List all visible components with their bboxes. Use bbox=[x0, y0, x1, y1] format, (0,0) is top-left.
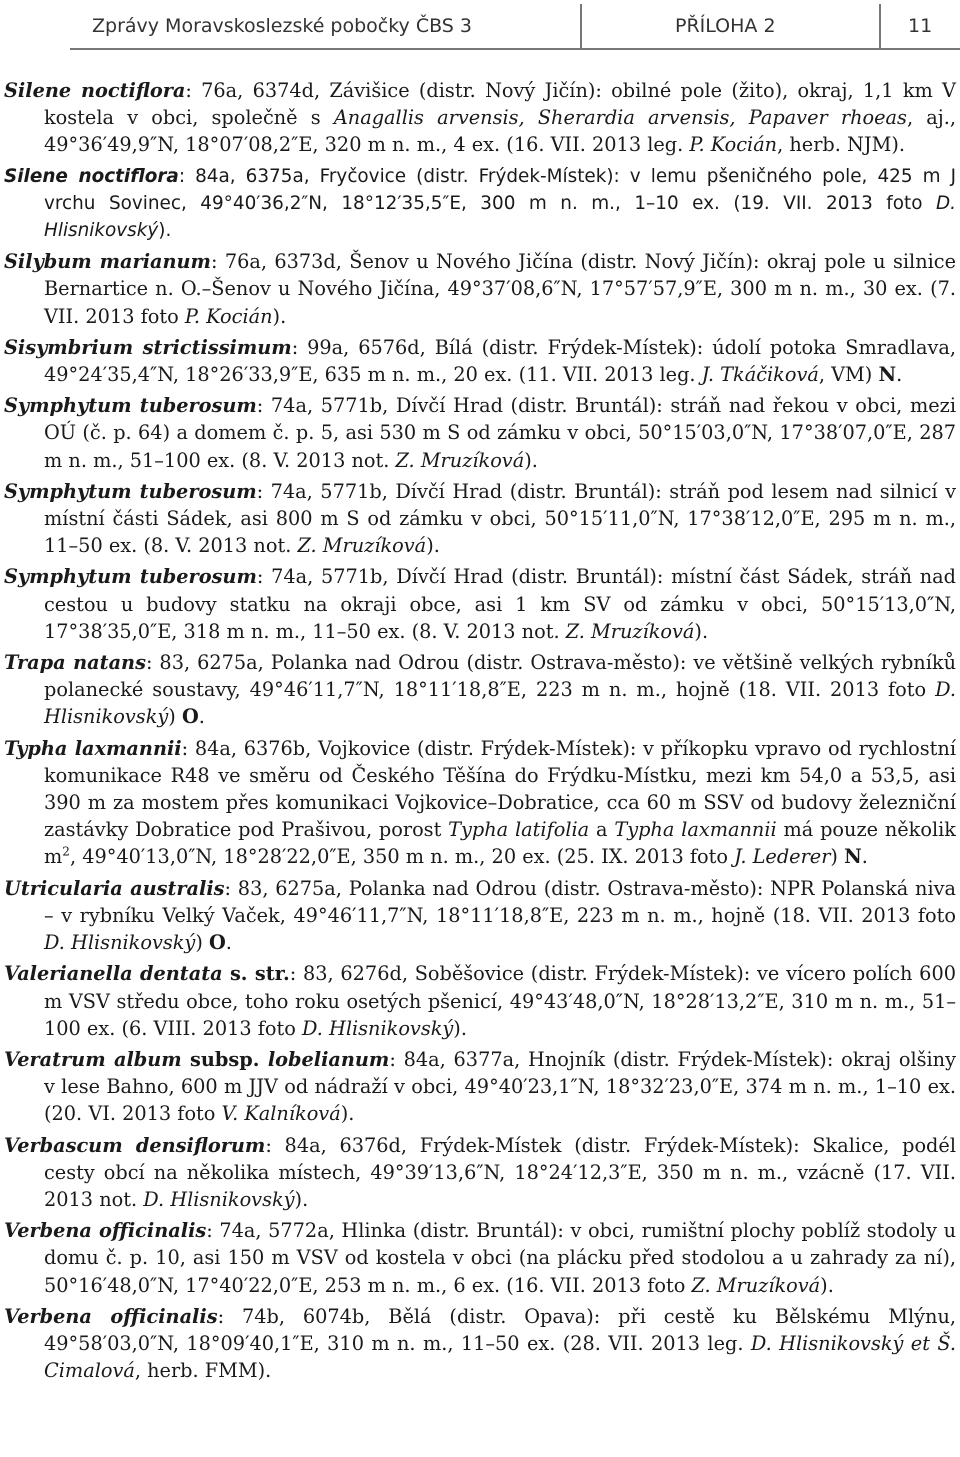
collector-name: P. Kocián bbox=[689, 133, 778, 157]
header-rule bbox=[70, 48, 960, 50]
record-text: : 84a, 6376d, Frýdek-Místek (distr. Frýdek-Místek): Skalice, podél cesty obcí na několika místech, 49°39′13,6″N, 18°24′12,3″E, 350 m n. m., vzácně (17. VII. 2013 not. bbox=[44, 1133, 956, 1211]
record-text: . bbox=[861, 845, 868, 869]
record-entry bbox=[0, 1303, 956, 1385]
collector-name: Z. Mruzíková bbox=[297, 534, 427, 558]
record-text: ). bbox=[820, 1273, 834, 1297]
record-text: : 74b, 6074b, Bělá (distr. Opava): při cestě ku Bělskému Mlýnu, 49°58′03,0″N, 18°09′40,1″E, 310 m n. m., 11–50 ex. (28. VII. 2013 leg. bbox=[44, 1304, 956, 1355]
record-text: , aj., 49°36′49,9″N, 18°07′08,2″E, 320 m n. m., 4 ex. (16. VII. 2013 leg. bbox=[44, 106, 956, 157]
record-text: ). bbox=[294, 1187, 309, 1211]
collector-name: D. Hlisnikovský bbox=[143, 1187, 295, 1211]
record-text: ) bbox=[168, 705, 182, 729]
record-entry bbox=[0, 649, 956, 731]
record-entry bbox=[0, 334, 956, 388]
record-text: , herb. FMM). bbox=[134, 1359, 272, 1383]
record-text: ) bbox=[830, 845, 845, 869]
record-text: , herb. NJM). bbox=[777, 133, 906, 157]
record-text: ). bbox=[340, 1102, 355, 1126]
species-name: Symphytum tuberosum bbox=[4, 479, 257, 503]
record-entry bbox=[0, 163, 956, 245]
record-text: ). bbox=[426, 534, 440, 558]
record-text: , 49°40′13,0″N, 18°28′22,0″E, 350 m n. m., 20 ex. (25. IX. 2013 foto bbox=[69, 845, 735, 869]
record-text: , VM) bbox=[818, 363, 879, 387]
species-records bbox=[0, 77, 956, 1388]
associated-species: Typha latifolia bbox=[448, 818, 590, 842]
collector-name: Z. Mruzíková bbox=[395, 448, 525, 472]
record-text: : 76a, 6374d, Závišice (distr. Nový Jičín): obilné pole (žito), okraj, 1,1 km V kostela v obci, společně s bbox=[44, 79, 956, 130]
associated-species: Typha laxmannii bbox=[614, 818, 777, 842]
collector-name: J. Tkáčiková bbox=[701, 363, 819, 387]
species-name: Verbascum densiflorum bbox=[4, 1133, 266, 1157]
herbarium-code: O bbox=[181, 705, 199, 729]
page-number: 11 bbox=[908, 15, 933, 37]
collector-name: D. Hlisnikovský bbox=[44, 192, 956, 242]
record-text: . bbox=[896, 363, 903, 387]
superscript: 2 bbox=[62, 845, 70, 860]
species-name: Silene noctiflora bbox=[4, 165, 179, 187]
species-name: Silene noctiflora bbox=[4, 79, 186, 102]
species-name: Verbena officinalis bbox=[4, 1219, 207, 1243]
record-entry bbox=[0, 563, 956, 645]
taxon-rank: subsp. bbox=[181, 1047, 268, 1071]
taxon-rank: s. str. bbox=[222, 962, 290, 986]
herbarium-code: N bbox=[844, 845, 862, 869]
record-text: : 84a, 6375a, Fryčovice (distr. Frýdek-Místek): v lemu pšeničného pole, 425 m J vrchu Sovinec, 49°40′36,2″N, 18°12′35,5″E, 300 m n. m., 1–10 ex. (19. VII. 2013 foto bbox=[44, 165, 956, 214]
record-text: má pouze několik m bbox=[44, 818, 956, 869]
species-name: Symphytum tuberosum bbox=[4, 565, 257, 589]
record-entry bbox=[0, 478, 956, 560]
record-entry bbox=[0, 248, 956, 330]
record-text: . bbox=[225, 931, 232, 955]
record-text: ) bbox=[195, 931, 209, 955]
species-name: Sisymbrium strictissimum bbox=[4, 335, 292, 359]
species-name: Trapa natans bbox=[4, 651, 146, 675]
record-text: : 84a, 6376b, Vojkovice (distr. Frýdek-Místek): v příkopku vpravo od rychlostní komunikace R48 ve směru od Českého Těšína do Frýdku-Místku, mezi km 54,0 a 53,5, asi 390 m za mostem přes komunikaci Vojkovice–Dobratice, cca 60 m SSV od budovy železniční zastávky Dobratice pod Prašivou, porost bbox=[44, 736, 956, 842]
record-text: : 84a, 6377a, Hnojník (distr. Frýdek-Místek): okraj olšiny v lese Bahno, 600 m JJV od nádraží v obci, 49°40′23,1″N, 18°32′23,0″E, 374 m n. m., 1–10 ex. (20. VI. 2013 foto bbox=[44, 1047, 956, 1126]
collector-name: V. Kalníková bbox=[221, 1102, 341, 1126]
record-text: . bbox=[198, 705, 205, 729]
collector-name: D. Hlisnikovský et Š. Cimalová bbox=[44, 1331, 956, 1383]
species-name: Silybum marianum bbox=[4, 250, 211, 274]
record-entry bbox=[0, 1132, 956, 1214]
record-entry bbox=[0, 392, 956, 474]
record-text: : 74a, 5772a, Hlinka (distr. Bruntál): v obci, rumištní plochy poblíž stodoly u domu č. p. 10, asi 150 m VSV od kostela v obci (na plácku před stodolou a u zahrady za ní), 50°16′48,0″N, 17°40′22,0″E, 253 m n. m., 6 ex. (16. VII. 2013 foto bbox=[44, 1219, 956, 1297]
collector-name: D. Hlisnikovský bbox=[44, 931, 196, 955]
record-text: : 83, 6276d, Soběšovice (distr. Frýdek-Místek): ve vícero polích 600 m VSV středu obce, toho roku osetých pšenicí, 49°43′48,0″N, 18°28′13,2″E, 310 m n. m., 51–100 ex. (6. VIII. 2013 foto bbox=[44, 962, 956, 1040]
collector-name: D. Hlisnikovský bbox=[44, 678, 956, 729]
collector-name: Z. Mruzíková bbox=[565, 619, 695, 643]
species-name: Typha laxmannii bbox=[4, 736, 182, 760]
species-name: Veratrum album bbox=[4, 1047, 182, 1071]
record-text: ). bbox=[272, 304, 287, 328]
herbarium-code: N bbox=[878, 363, 897, 387]
record-text: ). bbox=[453, 1016, 467, 1040]
collector-name: P. Kocián bbox=[184, 304, 273, 328]
record-text: ). bbox=[694, 619, 709, 643]
record-text: : 74a, 5771b, Dívčí Hrad (distr. Bruntál): místní část Sádek, stráň nad cestou u budovy statku na okraji obce, asi 1 km SV od zámku v obci, 50°15′13,0″N, 17°38′35,0″E, 318 m n. m., 11–50 ex. (8. V. 2013 not. bbox=[44, 565, 956, 643]
species-name: Verbena officinalis bbox=[4, 1304, 218, 1328]
record-text: a bbox=[589, 818, 615, 842]
header-divider bbox=[580, 4, 582, 48]
collector-name: J. Lederer bbox=[734, 845, 831, 869]
header-divider bbox=[879, 4, 881, 48]
species-name: Valerianella dentata bbox=[4, 962, 223, 986]
record-entry bbox=[0, 960, 956, 1042]
collector-name: Z. Mruzíková bbox=[691, 1273, 821, 1297]
species-name: Symphytum tuberosum bbox=[4, 394, 257, 418]
running-header bbox=[70, 4, 960, 48]
subspecies-name: lobelianum bbox=[267, 1047, 390, 1071]
record-text: : 99a, 6576d, Bílá (distr. Frýdek-Místek): údolí potoka Smradlava, 49°24′35,4″N, 18°26′33,9″E, 635 m n. m., 20 ex. (11. VII. 2013 leg. bbox=[44, 335, 956, 387]
journal-title: Zprávy Moravskoslezské pobočky ČBS 3 bbox=[92, 15, 472, 37]
herbarium-code: O bbox=[208, 931, 226, 955]
collector-name: D. Hlisnikovský bbox=[301, 1016, 454, 1040]
record-text: : 83, 6275a, Polanka nad Odrou (distr. Ostrava-město): ve většině velkých rybníků polanecké soustavy, 49°46′11,7″N, 18°11′18,8″E, 223 m n. m., hojně (18. VII. 2013 foto bbox=[44, 651, 956, 702]
record-entry bbox=[0, 735, 956, 871]
record-entry bbox=[0, 1046, 956, 1128]
record-text: ). bbox=[524, 448, 538, 472]
species-name: Utricularia australis bbox=[4, 876, 225, 900]
associated-species: Anagallis arvensis, Sherardia arvensis, Papaver rhoeas bbox=[333, 106, 907, 130]
record-text: : 76a, 6373d, Šenov u Nového Jičína (distr. Nový Jičín): okraj pole u silnice Bernartice n. O.–Šenov u Nového Jičína, 49°37′08,6″N, 17°57′57,9″E, 300 m n. m., 30 ex. (7. VII. 2013 foto bbox=[44, 250, 957, 328]
record-entry bbox=[0, 875, 956, 957]
record-entry bbox=[0, 77, 956, 159]
record-text: ). bbox=[158, 220, 172, 242]
record-text: : 83, 6275a, Polanka nad Odrou (distr. Ostrava-město): NPR Polanská niva – v rybníku Velký Vaček, 49°46′11,7″N, 18°11′18,8″E, 223 m n. m., hojně (18. VII. 2013 foto bbox=[44, 876, 956, 927]
record-text: : 74a, 5771b, Dívčí Hrad (distr. Bruntál): stráň nad řekou v obci, mezi OÚ (č. p. 64) a domem č. p. 5, asi 530 m S od zámku v obci, 50°15′03,0″N, 17°38′07,0″E, 287 m n. m., 51–100 ex. (8. V. 2013 not. bbox=[44, 394, 956, 472]
appendix-label: PŘÍLOHA 2 bbox=[675, 15, 776, 37]
record-entry bbox=[0, 1217, 956, 1299]
record-text: : 74a, 5771b, Dívčí Hrad (distr. Bruntál): stráň pod lesem nad silnicí v místní části Sádek, asi 800 m S od zámku v obci, 50°15′11,0″N, 17°38′12,0″E, 295 m n. m., 11–50 ex. (8. V. 2013 not. bbox=[44, 479, 956, 558]
